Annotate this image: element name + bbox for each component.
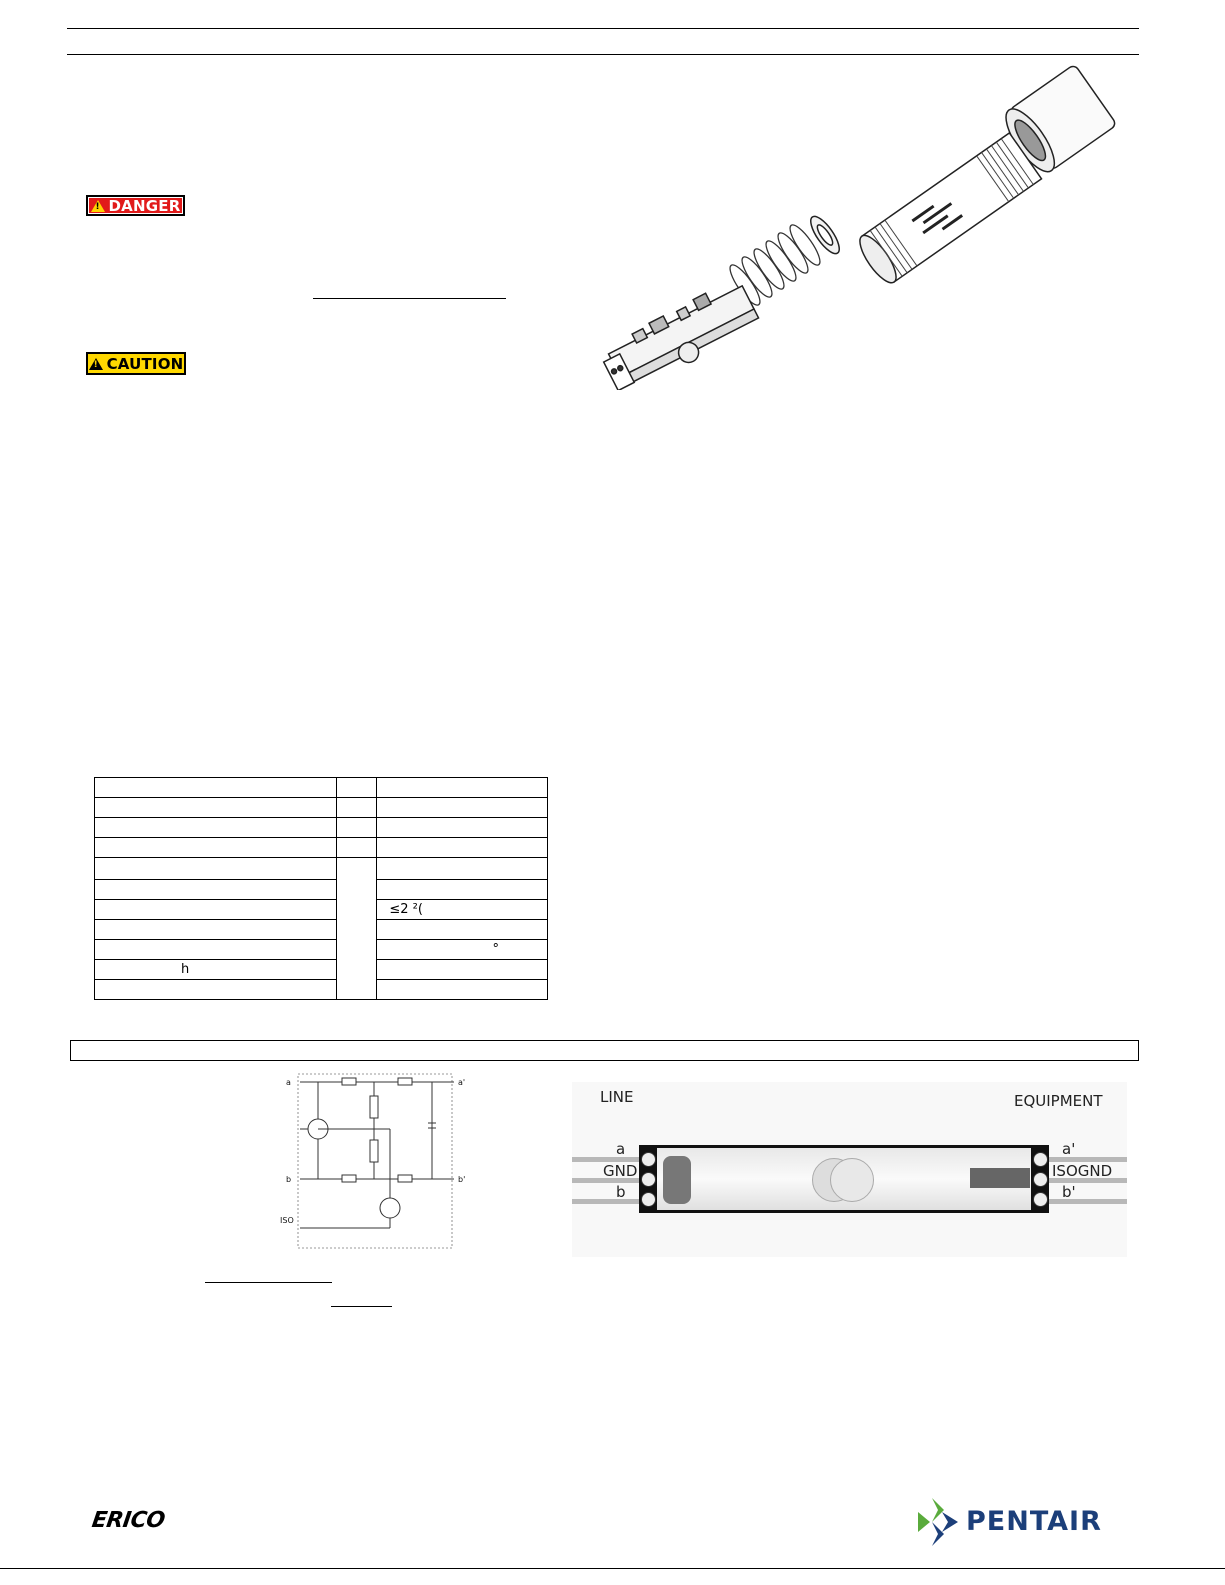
table-cell: [95, 858, 337, 880]
link-underline: [313, 298, 506, 299]
table-row: [95, 880, 548, 900]
equipment-label: EQUIPMENT: [1014, 1092, 1103, 1110]
table-cell: [95, 920, 337, 940]
table-cell: h: [95, 960, 337, 980]
table-cell: [377, 960, 548, 980]
table-cell: [377, 778, 548, 798]
link-underline: [331, 1306, 392, 1307]
screw-terminal-icon: [641, 1192, 656, 1207]
pentair-logo: PENTAIR: [966, 1506, 1102, 1537]
table-row: [95, 798, 548, 818]
component: [663, 1156, 691, 1204]
table-row: [95, 980, 548, 1000]
table-cell: [95, 980, 337, 1000]
table-cell: [95, 838, 337, 858]
table-cell: [95, 940, 337, 960]
table-row: [95, 778, 548, 798]
wiring-diagram: [572, 1082, 1127, 1257]
table-cell: ≤2 ²(: [377, 900, 548, 920]
table-cell: [377, 880, 548, 900]
table-cell: [377, 980, 548, 1000]
schematic-node-a-out: a': [458, 1078, 466, 1087]
erico-logo: ERICO: [90, 1508, 167, 1533]
table-cell: [377, 838, 548, 858]
screw-terminal-icon: [1033, 1152, 1048, 1167]
specification-table: [94, 777, 548, 1000]
terminal-label-isognd: ISOGND: [1052, 1162, 1113, 1180]
table-cell: [95, 798, 337, 818]
table-cell: [337, 778, 377, 798]
screw-terminal-icon: [641, 1172, 656, 1187]
caution-badge: [86, 352, 186, 375]
table-cell: [95, 818, 337, 838]
caution-label: CAUTION: [106, 354, 184, 373]
terminal-label-b: b: [616, 1183, 626, 1201]
table-cell: [337, 798, 377, 818]
warning-triangle-icon: !: [91, 200, 105, 212]
terminal-label-b-out: b': [1062, 1183, 1076, 1201]
table-cell-merged: [337, 858, 377, 1000]
header-rule-top: [67, 28, 1139, 29]
table-cell: [377, 818, 548, 838]
table-row: [95, 960, 548, 980]
table-cell: °: [377, 940, 548, 960]
terminal-label-a-out: a': [1062, 1140, 1076, 1158]
pentair-logo-icon: [918, 1498, 962, 1546]
terminal-label-a: a: [616, 1140, 626, 1158]
schematic-node-iso: ISO: [280, 1216, 294, 1225]
table-cell: [95, 778, 337, 798]
table-row: [95, 818, 548, 838]
schematic-node-b-out: b': [458, 1175, 466, 1184]
screw-terminal-icon: [1033, 1192, 1048, 1207]
table-cell: [377, 858, 548, 880]
product-exploded-illustration: [600, 55, 1125, 390]
terminal-label-gnd: GND: [603, 1162, 638, 1180]
circuit-schematic: [278, 1068, 478, 1253]
table-cell: [95, 900, 337, 920]
schematic-node-b: b: [286, 1175, 292, 1184]
danger-label: DANGER: [108, 196, 181, 215]
link-underline: [205, 1282, 332, 1283]
table-row: [95, 838, 548, 858]
footer-rule: [0, 1568, 1225, 1569]
table-row: [95, 940, 548, 960]
table-cell: [95, 880, 337, 900]
warning-triangle-icon: !: [89, 358, 103, 370]
table-cell: [337, 818, 377, 838]
screw-terminal-icon: [1033, 1172, 1048, 1187]
table-cell: [377, 920, 548, 940]
table-cell: [377, 798, 548, 818]
table-row: [95, 858, 548, 880]
line-label: LINE: [600, 1088, 634, 1106]
section-heading-bar: [70, 1040, 1139, 1061]
screw-terminal-icon: [641, 1152, 656, 1167]
component: [830, 1158, 874, 1202]
table-cell: [337, 838, 377, 858]
component: [970, 1168, 1030, 1188]
danger-badge: [86, 195, 185, 216]
table-row: [95, 920, 548, 940]
table-row: [95, 900, 548, 920]
schematic-node-a: a: [286, 1078, 291, 1087]
